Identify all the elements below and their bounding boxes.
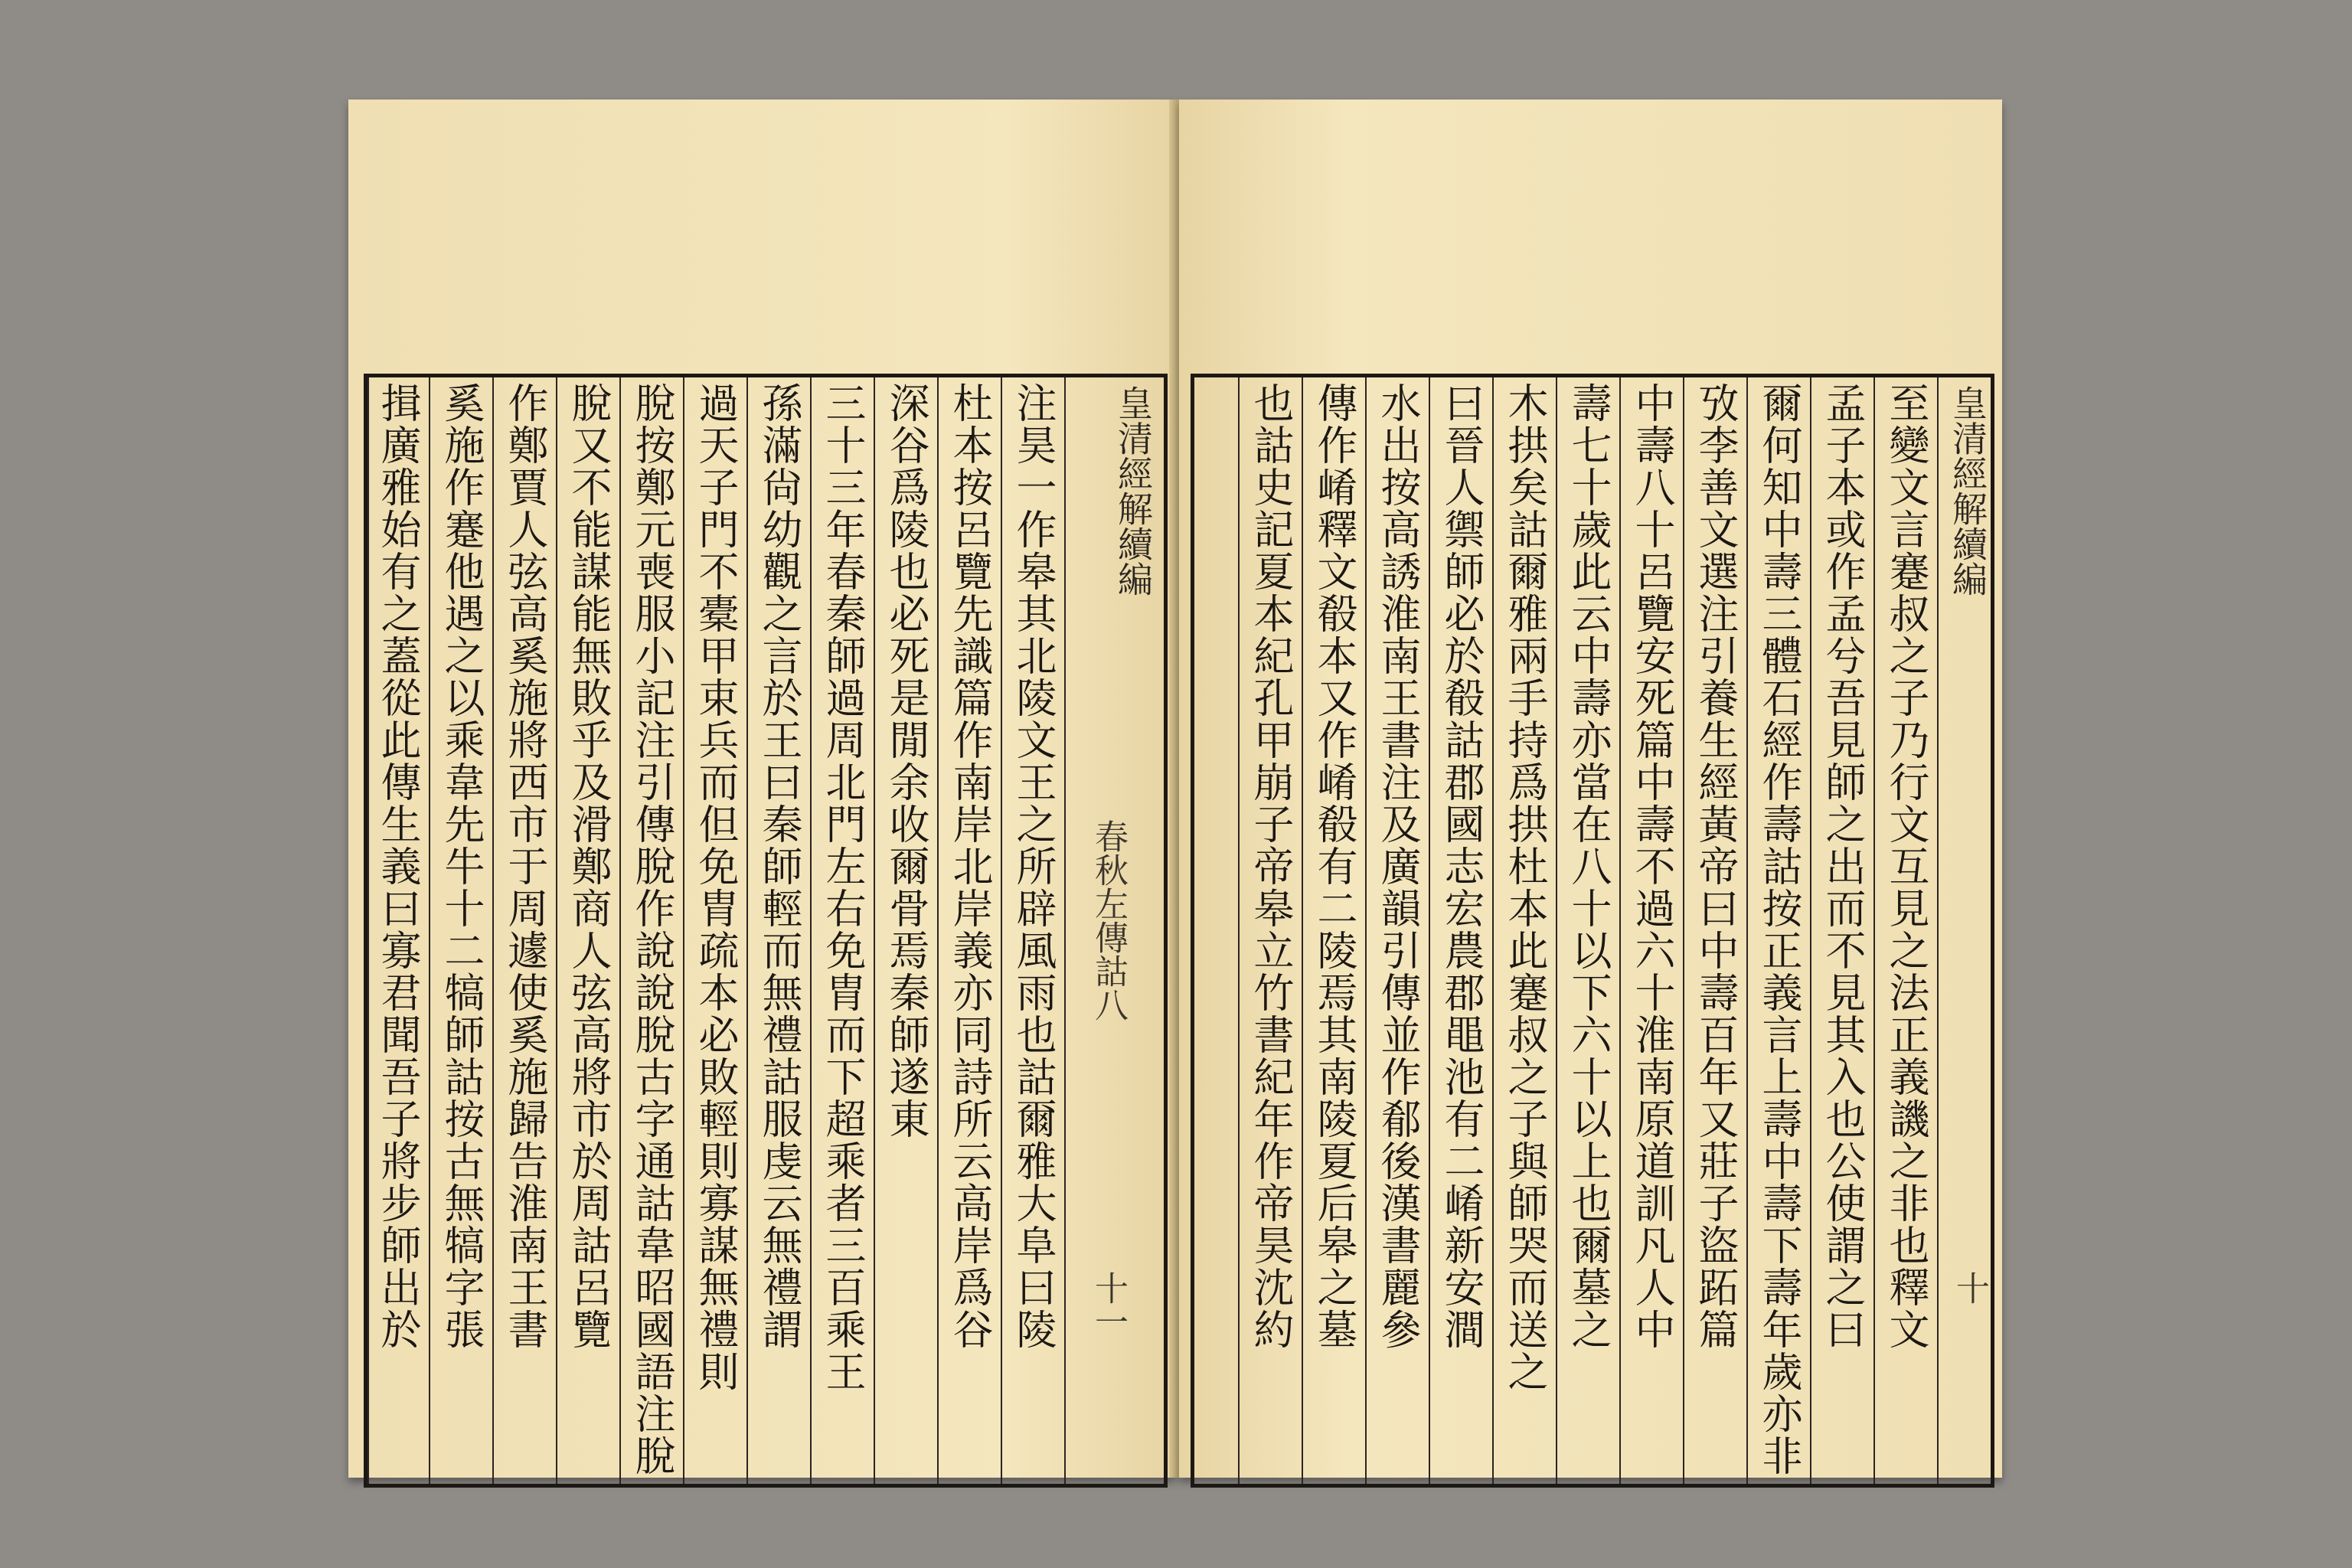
section-title: 春秋左傳詁八: [1089, 819, 1128, 1021]
text-column: 奚施作蹇他遇之以乘韋先牛十二犒師詁按古無犒字張: [429, 377, 492, 1484]
page-heart: [1937, 377, 1991, 1484]
text-column: 注昊一作皋其北陵文王之所辟風雨也詁爾雅大阜曰陵: [1001, 377, 1064, 1484]
text-column: 爾何知中壽三體石經作壽詁按正義言上壽中壽下壽年歲亦非: [1746, 377, 1810, 1484]
text-column: 曰晉人禦師必於殽詁郡國志宏農郡黽池有二崤新安澗: [1429, 377, 1492, 1484]
text-column: 三十三年春秦師過周北門左右免胄而下超乘者三百乘王: [810, 377, 874, 1484]
text-column: 深谷爲陵也必死是閒余收爾骨焉秦師遂東: [874, 377, 937, 1484]
text-column: 也詁史記夏本紀孔甲崩子帝皋立竹書紀年作帝昊沈約: [1238, 377, 1302, 1484]
text-column: 過天子門不橐甲束兵而但免胄疏本必敗輕則寡謀無禮則: [683, 377, 746, 1484]
text-column: 中壽八十呂覽安死篇中壽不過六十淮南原道訓凡人中: [1619, 377, 1683, 1484]
text-column: 水出按高誘淮南王書注及廣韻引傳並作郩後漢書麗參: [1365, 377, 1429, 1484]
text-column: 至變文言蹇叔之子乃行文互見之法正義譏之非也釋文: [1873, 377, 1937, 1484]
text-column: 木拱矣詁爾雅兩手持爲拱杜本此蹇叔之子與師哭而送之: [1492, 377, 1556, 1484]
leaf-number: 十: [1950, 1271, 1989, 1305]
text-column: 孟子本或作孟兮吾見師之出而不見其入也公使謂之曰: [1810, 377, 1873, 1484]
text-column: 傳作崤釋文殽本又作崤殽有二陵焉其南陵夏后皋之墓: [1302, 377, 1365, 1484]
margin-title: 皇清經解續編: [1947, 385, 1988, 596]
text-column: 脫按鄭元喪服小記注引傳脫作說說脫古字通詁韋昭國語注脫: [619, 377, 683, 1484]
text-column: 攷李善文選注引養生經黃帝曰中壽百年又莊子盜跖篇: [1683, 377, 1746, 1484]
right-page: [1179, 100, 2002, 1478]
open-book: [348, 100, 2002, 1478]
text-column: 杜本按呂覽先識篇作南岸北岸義亦同詩所云高岸爲谷: [937, 377, 1001, 1484]
leaf-number: 十一: [1089, 1271, 1128, 1338]
margin-title: 皇清經解續編: [1112, 385, 1154, 596]
text-column: 孫滿尙幼觀之言於王曰秦師輕而無禮詁服虔云無禮謂: [746, 377, 810, 1484]
text-column: 脫又不能謀能無敗乎及滑鄭商人弦高將市於周詁呂覽: [556, 377, 619, 1484]
text-column: 揖廣雅始有之蓋從此傳生義曰寡君聞吾子將步師出於: [368, 377, 429, 1484]
text-column: 壽七十歲此云中壽亦當在八十以下六十以上也爾墓之: [1556, 377, 1619, 1484]
left-page: [348, 100, 1175, 1478]
text-column: 作鄭賈人弦高奚施將西市于周遽使奚施歸告淮南王書: [492, 377, 556, 1484]
right-text-frame: [1191, 374, 1994, 1488]
left-text-frame: [364, 374, 1168, 1488]
